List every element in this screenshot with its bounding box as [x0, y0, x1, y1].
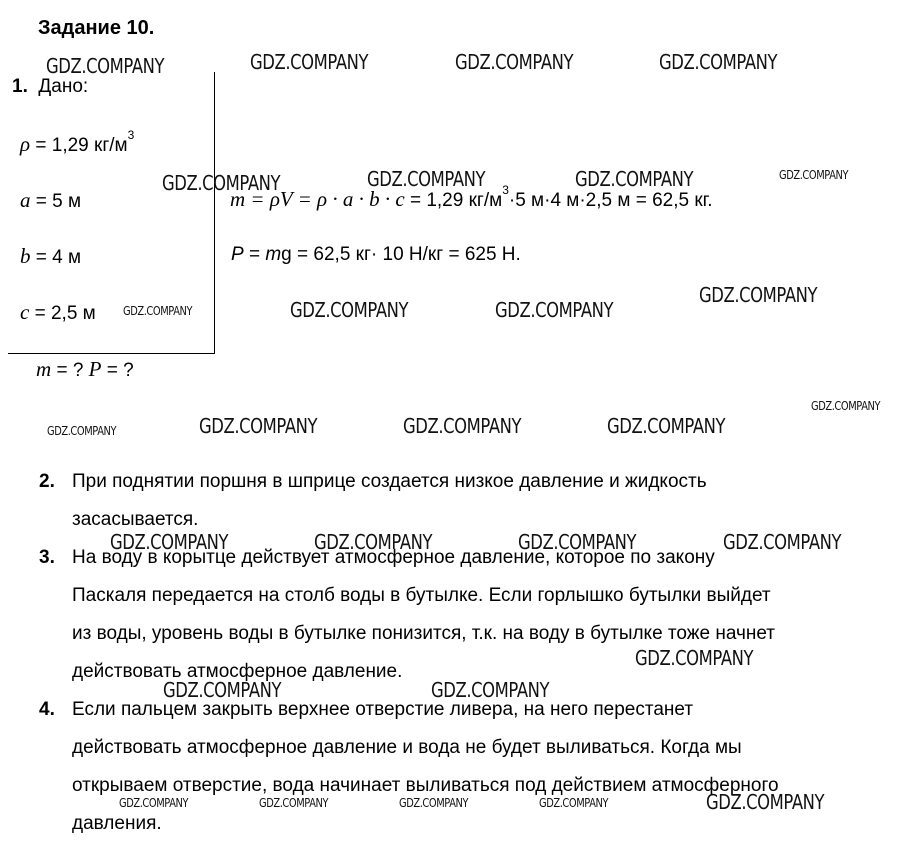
watermark: GDZ.COMPANY — [723, 530, 842, 554]
find-end: = ? — [101, 360, 134, 381]
given-divider-vertical — [214, 72, 215, 354]
c-value: = 2,5 м — [29, 303, 96, 324]
weight-g-symbol: g — [281, 244, 292, 265]
watermark: GDZ.COMPANY — [699, 283, 818, 307]
watermark: GDZ.COMPANY — [46, 54, 165, 78]
task1-header — [12, 76, 88, 98]
a-symbol: a — [20, 188, 31, 212]
task2-line: засасывается. — [72, 509, 199, 530]
task3-line: действовать атмосферное давление. — [72, 661, 403, 682]
task3-number: 3. — [39, 547, 55, 568]
a-value: = 5 м — [30, 191, 82, 212]
given-divider-horizontal — [8, 353, 215, 354]
task4-line: давления. — [72, 813, 162, 834]
task3-line: На воду в корытце действует атмосферное давление, которое по закону — [72, 547, 715, 568]
weight-calc: = 62,5 кг· 10 Н/кг = 625 Н. — [291, 244, 521, 265]
watermark: GDZ.COMPANY — [110, 530, 229, 554]
watermark: GDZ.COMPANY — [495, 298, 614, 322]
task4-line: открываем отверстие, вода начинает выливаться под действием атмосферного — [72, 775, 779, 796]
given-label: Дано: — [38, 76, 89, 97]
watermark: GDZ.COMPANY — [575, 167, 694, 191]
task2-number: 2. — [39, 471, 55, 492]
watermark: GDZ.COMPANY — [123, 304, 193, 318]
watermark: GDZ.COMPANY — [659, 50, 778, 74]
watermark: GDZ.COMPANY — [119, 796, 189, 810]
find-mid: = ? — [51, 360, 89, 381]
c-symbol: c — [20, 300, 30, 324]
watermark: GDZ.COMPANY — [403, 414, 522, 438]
b-value: = 4 м — [30, 247, 82, 268]
task2-line: При поднятии поршня в шприце создается низкое давление и жидкость — [72, 471, 707, 492]
given-rho — [20, 128, 135, 157]
b-symbol: b — [20, 244, 31, 268]
watermark: GDZ.COMPANY — [811, 399, 881, 413]
watermark: GDZ.COMPANY — [779, 168, 849, 182]
task3-line: Паскаля передается на столб воды в бутылке. Если горлышко бутылки выйдет — [72, 585, 771, 606]
solution-weight — [231, 244, 521, 266]
mass-calc-a: = 1,29 кг/м — [404, 190, 503, 211]
rho-value: = 1,29 кг/м — [30, 135, 128, 156]
task1-number: 1. — [12, 76, 28, 97]
page-title: Задание 10. — [38, 17, 155, 39]
task4-line: действовать атмосферное давление и вода не будет выливаться. Когда мы — [72, 737, 742, 758]
find-P-symbol: P — [88, 357, 102, 381]
mass-exponent: 3 — [502, 183, 509, 197]
watermark: GDZ.COMPANY — [455, 50, 574, 74]
mass-formula: m = ρV = ρ · a · b · c — [230, 187, 405, 211]
rho-symbol: ρ — [20, 132, 31, 156]
task4-answer — [72, 691, 779, 843]
given-c — [20, 300, 96, 325]
rho-exponent: 3 — [127, 128, 135, 142]
weight-eq: = — [243, 244, 266, 265]
watermark: GDZ.COMPANY — [259, 796, 329, 810]
watermark: GDZ.COMPANY — [290, 298, 409, 322]
watermark: GDZ.COMPANY — [162, 171, 281, 195]
task4-line: Если пальцем закрыть верхнее отверстие ливера, на него перестанет — [72, 699, 694, 720]
watermark: GDZ.COMPANY — [367, 167, 486, 191]
watermark: GDZ.COMPANY — [399, 796, 469, 810]
watermark: GDZ.COMPANY — [163, 678, 282, 702]
watermark: GDZ.COMPANY — [607, 414, 726, 438]
watermark: GDZ.COMPANY — [518, 530, 637, 554]
watermark: GDZ.COMPANY — [314, 530, 433, 554]
watermark: GDZ.COMPANY — [47, 424, 117, 438]
weight-m-symbol: m — [265, 244, 282, 265]
watermark: GDZ.COMPANY — [250, 50, 369, 74]
watermark: GDZ.COMPANY — [706, 790, 825, 814]
find-m-symbol: m — [36, 357, 52, 381]
given-a — [20, 188, 81, 213]
given-b — [20, 244, 81, 269]
watermark: GDZ.COMPANY — [199, 414, 318, 438]
task2-answer — [72, 463, 707, 539]
mass-calc-b: ·5 м·4 м·2,5 м = 62,5 кг. — [508, 190, 713, 211]
weight-P-symbol: P — [231, 244, 244, 265]
task4-number: 4. — [39, 699, 55, 720]
find-line — [36, 357, 134, 382]
watermark: GDZ.COMPANY — [431, 678, 550, 702]
watermark: GDZ.COMPANY — [635, 646, 754, 670]
watermark: GDZ.COMPANY — [539, 796, 609, 810]
task3-line: из воды, уровень воды в бутылке понизится, т.к. на воду в бутылке тоже начнет — [72, 623, 775, 644]
